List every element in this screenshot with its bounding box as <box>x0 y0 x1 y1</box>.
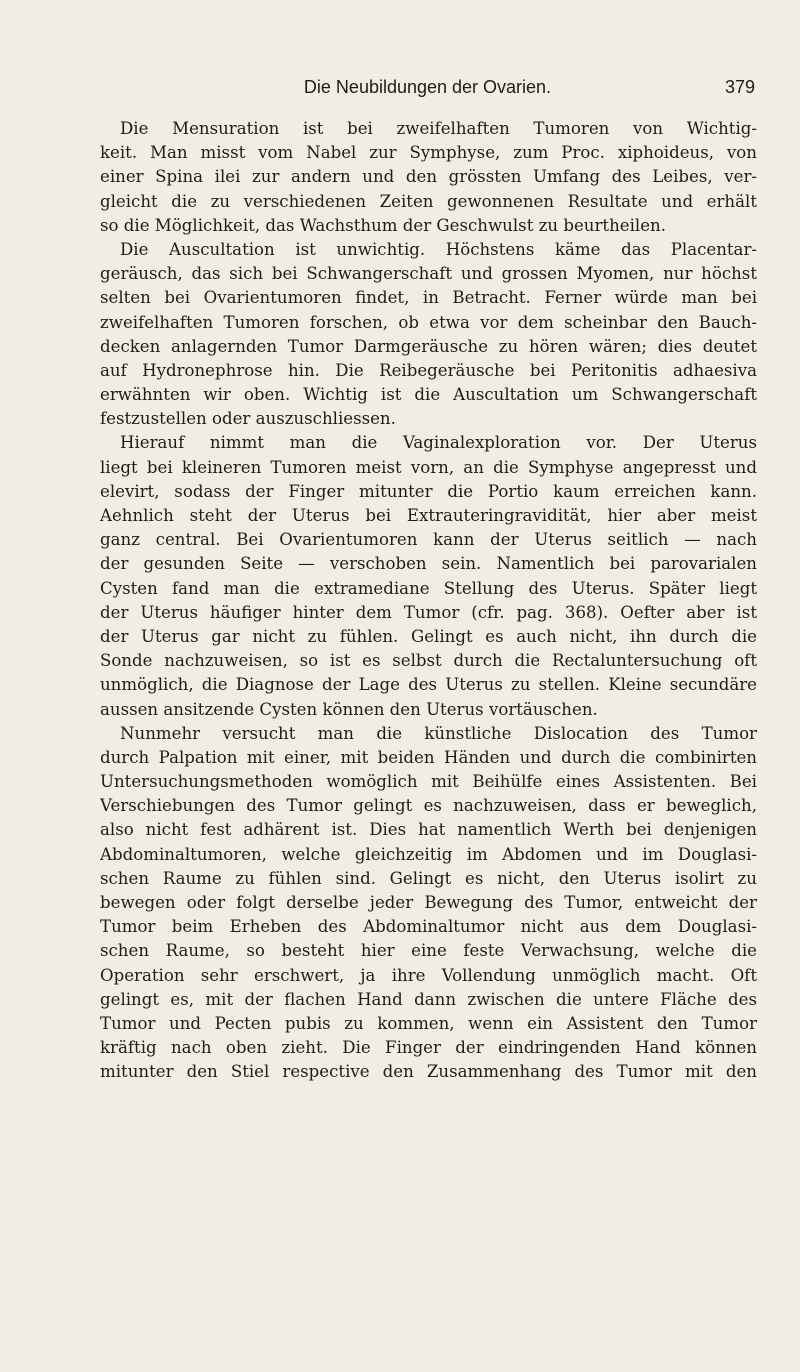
text-line: Tumor und Pecten pubis zu kommen, wenn ein Assistent den Tumor <box>100 1013 757 1033</box>
text-line: geräusch, das sich bei Schwangerschaft und grossen Myomen, nur höchst <box>100 264 757 284</box>
text-line: der gesunden Seite — verschoben sein. Namentlich bei parovarialen <box>100 554 757 574</box>
text-line: elevirt, sodass der Finger mitunter die Portio kaum erreichen kann. <box>100 481 757 501</box>
text-line: festzustellen oder auszuschliessen. <box>100 409 396 429</box>
text-line: schen Raume zu fühlen sind. Gelingt es nicht, den Uterus isolirt zu <box>100 868 757 888</box>
text-line: Nunmehr versucht man die künstliche Dislocation des Tumor <box>120 723 757 743</box>
text-line: Hierauf nimmt man die Vaginalexploration vor. Der Uterus <box>120 433 757 453</box>
text-line: Die Auscultation ist unwichtig. Höchstens käme das Placentar- <box>120 239 757 259</box>
text-line: decken anlagernden Tumor Darmgeräusche zu hören wären; dies deutet <box>100 336 757 356</box>
text-line: durch Palpation mit einer, mit beiden Händen und durch die combinirten <box>100 747 757 767</box>
text-line: bewegen oder folgt derselbe jeder Bewegung des Tumor, entweicht der <box>100 893 757 912</box>
text-line: aussen ansitzende Cysten können den Uterus vortäuschen. <box>100 699 598 719</box>
text-line: Verschiebungen des Tumor gelingt es nachzuweisen, dass er beweglich, <box>100 796 757 816</box>
text-line: keit. Man misst vom Nabel zur Symphyse, zum Proc. xiphoideus, von <box>100 143 757 163</box>
running-header <box>100 72 755 102</box>
text-line: also nicht fest adhärent ist. Dies hat namentlich Werth bei denjenigen <box>100 820 757 840</box>
text-line: der Uterus gar nicht zu fühlen. Gelingt es auch nicht, ihn durch die <box>100 626 757 646</box>
text-line: gleicht die zu verschiedenen Zeiten gewonnenen Resultate und erhält <box>100 191 757 211</box>
text-line: Aehnlich steht der Uterus bei Extrauteringravidität, hier aber meist <box>100 506 757 525</box>
text-line: so die Möglichkeit, das Wachsthum der Geschwulst zu beurtheilen. <box>100 215 666 235</box>
text-line: mitunter den Stiel respective den Zusammenhang des Tumor mit den <box>100 1062 757 1082</box>
text-line: erwähnten wir oben. Wichtig ist die Auscultation um Schwangerschaft <box>100 385 757 405</box>
text-line: gelingt es, mit der flachen Hand dann zwischen die untere Fläche des <box>100 989 757 1009</box>
text-line: Sonde nachzuweisen, so ist es selbst durch die Rectaluntersuchung oft <box>100 651 757 671</box>
running-title: Die Neubildungen der Ovarien. <box>303 77 552 97</box>
text-line: Cysten fand man die extramediane Stellung des Uterus. Später liegt <box>100 578 757 598</box>
text-line: selten bei Ovarientumoren findet, in Betracht. Ferner würde man bei <box>100 288 757 308</box>
text-line: zweifelhaften Tumoren forschen, ob etwa vor dem scheinbar den Bauch- <box>100 312 757 332</box>
text-line: kräftig nach oben zieht. Die Finger der eindringenden Hand können <box>100 1038 757 1058</box>
text-line: liegt bei kleineren Tumoren meist vorn, an die Symphyse angepresst und <box>100 457 757 477</box>
text-line: ganz central. Bei Ovarientumoren kann der Uterus seitlich — nach <box>100 530 757 550</box>
text-line: der Uterus häufiger hinter dem Tumor (cfr. pag. 368). Oefter aber ist <box>100 602 757 622</box>
text-line: Operation sehr erschwert, ja ihre Vollendung unmöglich macht. Oft <box>100 965 757 985</box>
text-line: auf Hydronephrose hin. Die Reibegeräusche bei Peritonitis adhaesiva <box>100 360 757 380</box>
text-line: Tumor beim Erheben des Abdominaltumor nicht aus dem Douglasi- <box>100 917 757 937</box>
text-line: schen Raume, so besteht hier eine feste Verwachsung, welche die <box>100 941 757 961</box>
text-line: Abdominaltumoren, welche gleichzeitig im Abdomen und im Douglasi- <box>100 844 757 864</box>
text-line: unmöglich, die Diagnose der Lage des Uterus zu stellen. Kleine secundäre <box>100 675 757 695</box>
text-line: einer Spina ilei zur andern und den grössten Umfang des Leibes, ver- <box>100 167 757 187</box>
text-line: Untersuchungsmethoden womöglich mit Beihülfe eines Assistenten. Bei <box>100 772 757 792</box>
body-text <box>100 117 757 1085</box>
page-number: 379 <box>724 77 755 97</box>
text-line: Die Mensuration ist bei zweifelhaften Tumoren von Wichtig- <box>120 119 757 138</box>
